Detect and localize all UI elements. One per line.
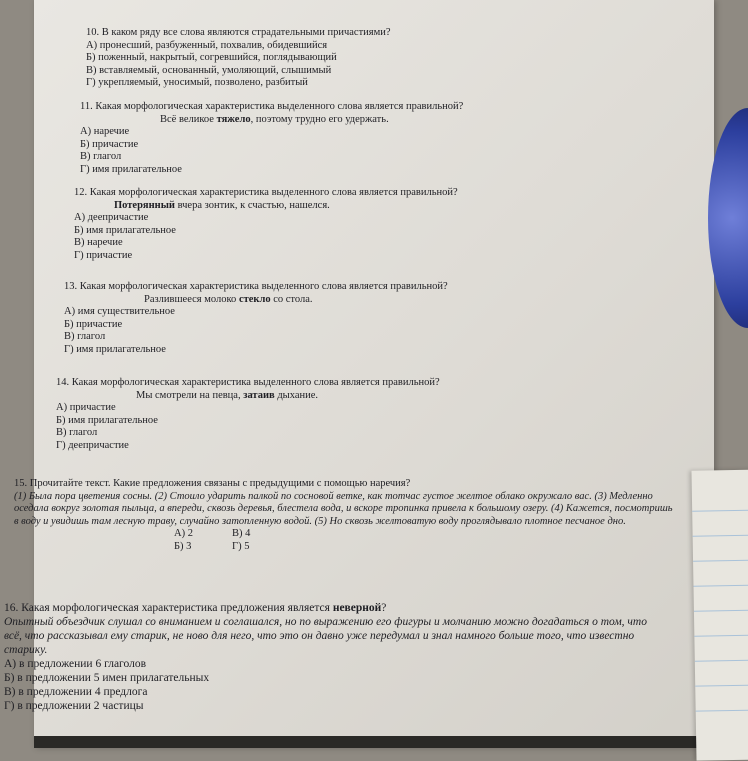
question-11-option-c: В) глагол [80, 151, 122, 162]
question-14-highlighted-word: затаив [243, 389, 275, 401]
question-13-option-d: Г) имя прилагательное [64, 343, 166, 355]
question-10-title: 10. В каком ряду все слова являются страдательными причастиями? [86, 27, 391, 38]
question-10-option-a: А) пронесший, разбуженный, похвалив, обидевшийся [86, 39, 328, 51]
question-11-option-d: Г) имя прилагательное [80, 163, 182, 175]
question-15 [14, 478, 674, 553]
question-16-option-d: Г) в предложении 2 частицы [4, 700, 144, 712]
question-16-option-a: А) в предложении 6 глаголов [4, 658, 147, 670]
question-15-title: 15. Прочитайте текст. Какие предложения связаны с предыдущими с помощью наречия? [14, 478, 411, 489]
notebook-line [694, 634, 748, 636]
question-14-option-c: В) глагол [56, 427, 98, 438]
question-15-text: (1) Была пора цветения сосны. (2) Стоило ударить палкой по сосновой ветке, как тотчас густое желтое облако окружало вас. (3) Медленно оседала вокруг золотая пыльца, а впереди, сквозь деревья, блестела вода, и вскоре тропинка привела к большому озеру. (4) Кажется, посмотришь в воду и увидишь там лесную траву, случайно затопленную водой. (5) Но сквозь желтоватую воду проглядывало плотное песчаное дно. [14, 490, 673, 527]
notebook-line [693, 534, 748, 536]
question-11-option-a: А) наречие [80, 126, 130, 137]
question-10 [86, 27, 391, 90]
question-15-answer-a: А) 2 [174, 528, 193, 539]
question-13-title: 13. Какая морфологическая характеристика выделенного слова является правильной? [64, 281, 448, 292]
question-16-highlighted-word: неверной [332, 602, 382, 614]
question-15-answer-c: В) 4 [232, 528, 251, 539]
question-15-answers [14, 528, 674, 553]
question-16-option-c: В) в предложении 4 предлога [4, 686, 148, 698]
question-16-text: Опытный объездчик слушал со вниманием и соглашался, но по выражению его фигуры и молчанию можно догадаться о том, что всё, что рассказывал ему старик, не ново для него, что это он давно уже передумал и знал намного больше того, что известно старику. [4, 616, 647, 656]
question-13-option-a: А) имя существительное [64, 306, 175, 317]
question-12-sentence: Потерянный вчера зонтик, к счастью, нашелся. [114, 199, 330, 211]
table-edge [34, 736, 714, 748]
notebook-line [694, 609, 748, 611]
question-11-sentence: Всё великое тяжело, поэтому трудно его удержать. [160, 113, 389, 125]
question-13-highlighted-word: стекло [238, 293, 271, 305]
question-13-option-c: В) глагол [64, 331, 106, 342]
question-13-option-b: Б) причастие [64, 318, 123, 330]
question-10-option-c: В) вставляемый, основанный, умоляющий, слышимый [86, 64, 332, 76]
question-14-option-a: А) причастие [56, 402, 116, 413]
question-15-answer-b: Б) 3 [174, 540, 192, 552]
question-13-sentence: Разлившееся молоко стекло со стола. [144, 293, 313, 305]
question-10-option-b: Б) поженный, накрытый, согревшийся, поглядывающий [86, 52, 337, 63]
question-15-answer-d: Г) 5 [232, 540, 250, 552]
question-12-option-a: А) деепричастие [74, 212, 149, 223]
worksheet-page [4, 0, 714, 748]
question-12-highlighted-word: Потерянный [114, 199, 175, 211]
question-16-title: 16. Какая морфологическая характеристика предложения является неверной? [4, 602, 387, 614]
question-12-title: 12. Какая морфологическая характеристика выделенного слова является правильной? [74, 187, 458, 198]
question-11-option-b: Б) причастие [80, 138, 139, 150]
notebook-line [696, 709, 748, 711]
question-16 [4, 601, 664, 713]
question-11 [80, 101, 463, 176]
question-10-option-d: Г) укрепляемый, уносимый, позволено, разбитый [86, 77, 308, 88]
lined-notebook [691, 469, 748, 760]
question-14-option-d: Г) деепричастие [56, 439, 129, 451]
question-14-title: 14. Какая морфологическая характеристика выделенного слова является правильной? [56, 377, 440, 388]
question-14-option-b: Б) имя прилагательное [56, 414, 158, 426]
question-16-option-b: Б) в предложении 5 имен прилагательных [4, 672, 210, 684]
question-12-option-d: Г) причастие [74, 249, 133, 261]
question-12-option-c: В) наречие [74, 237, 123, 248]
question-11-highlighted-word: тяжело [216, 113, 251, 125]
notebook-line [692, 509, 748, 511]
question-14-sentence: Мы смотрели на певца, затаив дыхание. [136, 389, 319, 401]
question-12 [74, 187, 458, 262]
notebook-line [695, 659, 748, 661]
question-14 [56, 377, 440, 452]
question-13 [64, 281, 448, 356]
question-11-title: 11. Какая морфологическая характеристика выделенного слова является правильной? [80, 101, 464, 112]
notebook-line [693, 559, 748, 561]
question-12-option-b: Б) имя прилагательное [74, 224, 176, 236]
blue-object [708, 108, 748, 328]
notebook-line [695, 684, 748, 686]
notebook-line [693, 584, 748, 586]
